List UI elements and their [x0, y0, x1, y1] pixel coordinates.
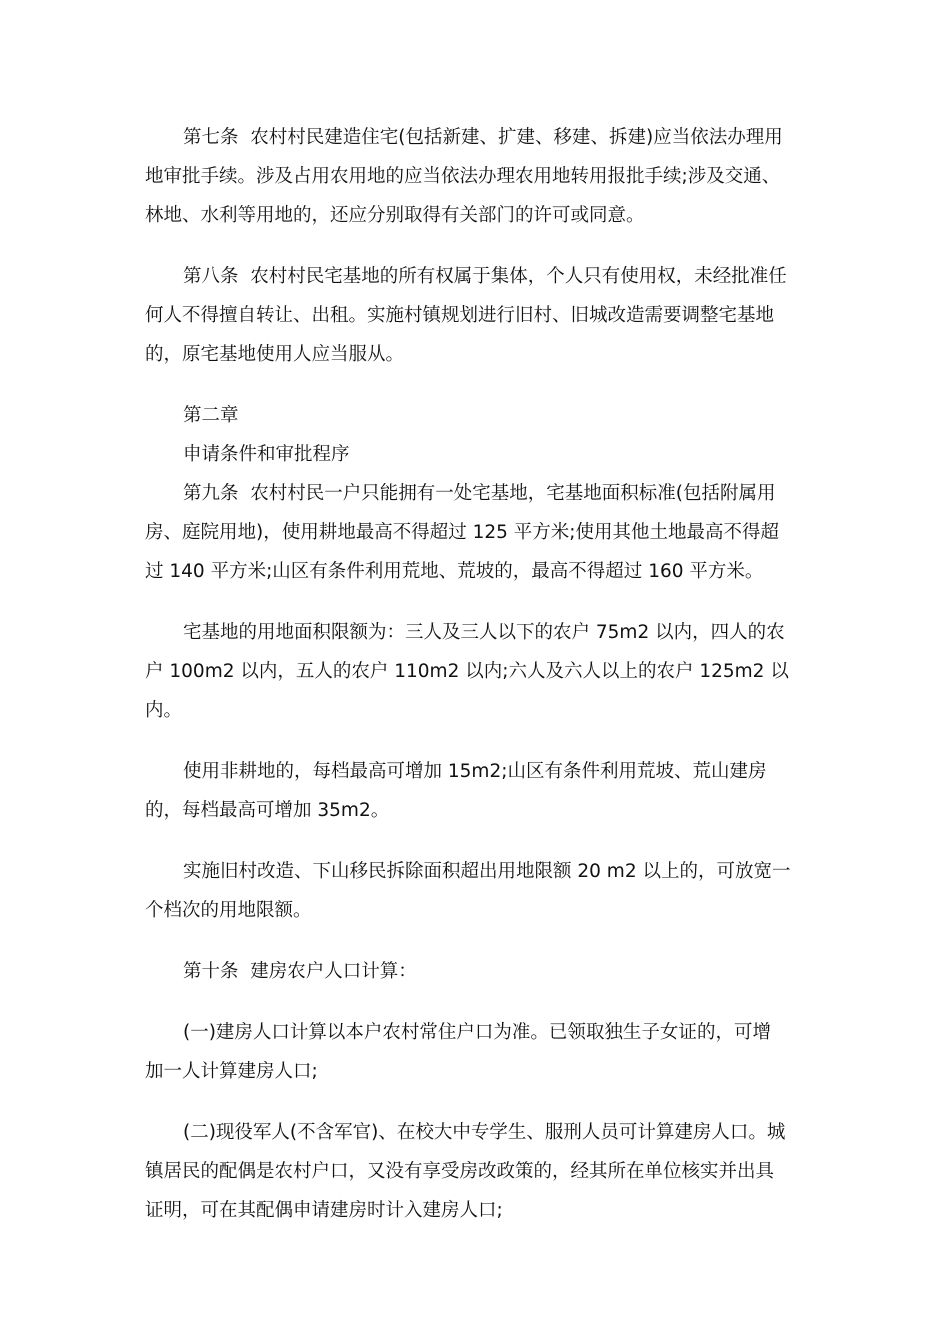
- article-8-line-1: 第八条 农村村民宅基地的所有权属于集体，个人只有使用权，未经批准任: [183, 266, 787, 287]
- chapter-number: 第二章: [183, 405, 239, 426]
- relocation-line-1: 实施旧村改造、下山移民拆除面积超出用地限额 20 m2 以上的，可放宽一: [183, 861, 791, 882]
- article-8-line-3: 的，原宅基地使用人应当服从。: [145, 344, 405, 365]
- article-7-line-1: 第七条 农村村民建造住宅(包括新建、扩建、移建、拆建)应当依法办理用: [183, 127, 783, 148]
- article-9-line-3: 过 140 平方米;山区有条件利用荒地、荒坡的，最高不得超过 160 平方米。: [145, 561, 764, 582]
- article-9-line-2: 房、庭院用地)，使用耕地最高不得超过 125 平方米;使用其他土地最高不得超: [145, 522, 780, 543]
- chapter-title: 申请条件和审批程序: [183, 444, 350, 465]
- item-2-line-3: 证明，可在其配偶申请建房时计入建房人口;: [145, 1200, 503, 1221]
- item-1-line-2: 加一人计算建房人口;: [145, 1061, 318, 1082]
- item-1-line-1: (一)建房人口计算以本户农村常住户口为准。已领取独生子女证的，可增: [183, 1022, 771, 1043]
- nonfarm-line-1: 使用非耕地的，每档最高可增加 15m2;山区有条件利用荒坡、荒山建房: [183, 761, 767, 782]
- article-10-line-1: 第十条 建房农户人口计算：: [183, 961, 417, 982]
- nonfarm-line-2: 的，每档最高可增加 35m2。: [145, 800, 390, 821]
- article-7-line-2: 地审批手续。涉及占用农用地的应当依法办理农用地转用报批手续;涉及交通、: [145, 166, 781, 187]
- relocation-line-2: 个档次的用地限额。: [145, 900, 312, 921]
- limits-line-3: 内。: [145, 700, 183, 721]
- item-2-line-1: (二)现役军人(不含军官)、在校大中专学生、服刑人员可计算建房人口。城: [183, 1122, 786, 1143]
- article-8-line-2: 何人不得擅自转让、出租。实施村镇规划进行旧村、旧城改造需要调整宅基地: [145, 305, 775, 326]
- limits-line-1: 宅基地的用地面积限额为：三人及三人以下的农户 75m2 以内，四人的农: [183, 622, 785, 643]
- article-9-line-1: 第九条 农村村民一户只能拥有一处宅基地，宅基地面积标准(包括附属用: [183, 483, 776, 504]
- article-7-line-3: 林地、水利等用地的，还应分别取得有关部门的许可或同意。: [145, 205, 645, 226]
- limits-line-2: 户 100m2 以内，五人的农户 110m2 以内;六人及六人以上的农户 125m2 以: [145, 661, 789, 682]
- item-2-line-2: 镇居民的配偶是农村户口，又没有享受房改政策的，经其所在单位核实并出具: [145, 1161, 775, 1182]
